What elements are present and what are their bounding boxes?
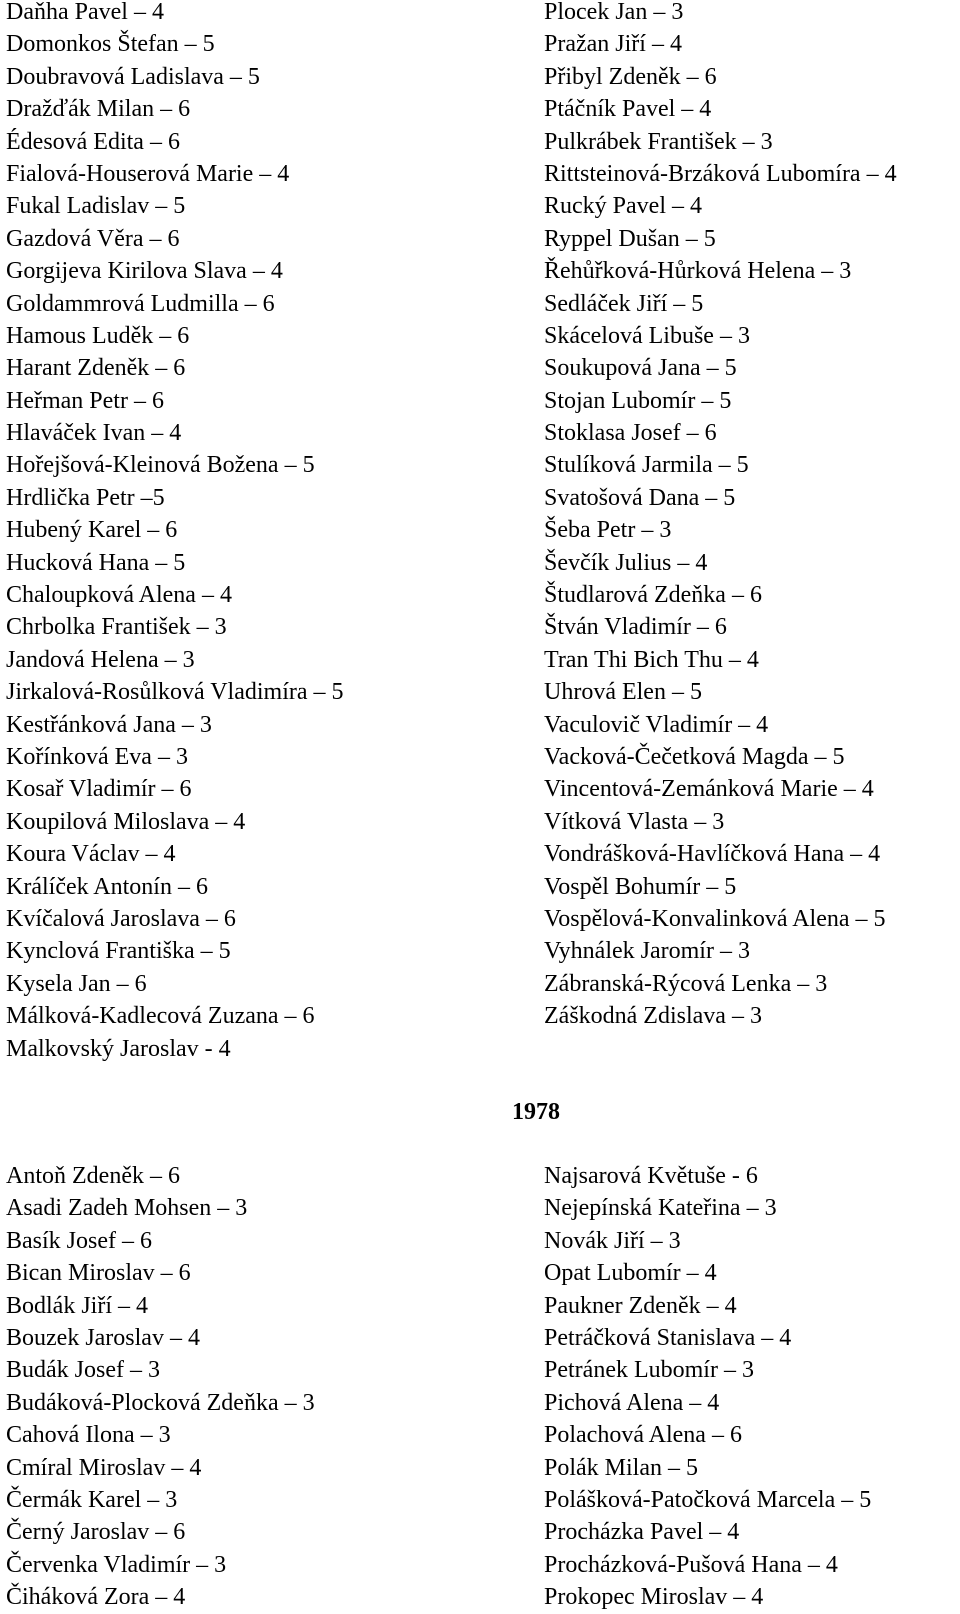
list-item: Zábranská-Rýcová Lenka – 3	[544, 970, 828, 997]
list-item: Daňha Pavel – 4	[6, 0, 164, 25]
list-item: Záškodná Zdislava – 3	[544, 1003, 762, 1030]
list-item: Najsarová Květuše - 6	[544, 1163, 758, 1189]
list-item: Sedláček Jiří – 5	[544, 290, 704, 317]
list-item: Asadi Zadeh Mohsen – 3	[6, 1195, 248, 1222]
list-item: Málková-Kadlecová Zuzana – 6	[6, 1003, 315, 1030]
list-item: Bican Miroslav – 6	[6, 1260, 191, 1287]
list-item: Králíček Antonín – 6	[6, 873, 208, 900]
list-item: Jirkalová-Rosůlková Vladimíra – 5	[6, 679, 344, 706]
list-item: Domonkos Štefan – 5	[6, 31, 215, 58]
list-item: Přibyl Zdeněk – 6	[544, 63, 717, 90]
list-item: Čiháková Zora – 4	[6, 1584, 186, 1611]
list-item: Gazdová Věra – 6	[6, 225, 180, 252]
list-item: Hrdlička Petr –5	[6, 484, 165, 511]
list-item: Rittsteinová-Brzáková Lubomíra – 4	[544, 160, 897, 187]
list-item: Svatošová Dana – 5	[544, 484, 736, 511]
list-item: Polášková-Patočková Marcela – 5	[544, 1486, 872, 1513]
list-item: Pražan Jiří – 4	[544, 31, 682, 58]
list-item: Chaloupková Alena – 4	[6, 582, 232, 609]
list-item: Kestřánková Jana – 3	[6, 711, 212, 738]
list-item: Hamous Luděk – 6	[6, 322, 190, 349]
list-item: Kořínková Eva – 3	[6, 743, 188, 770]
list-item: Heřman Petr – 6	[6, 387, 164, 414]
list-item: Polachová Alena – 6	[544, 1422, 742, 1449]
list-item: Antoň Zdeněk – 6	[6, 1163, 180, 1189]
list-item: Doubravová Ladislava – 5	[6, 63, 260, 90]
list-item: Uhrová Elen – 5	[544, 679, 702, 706]
list-item: Pichová Alena – 4	[544, 1389, 720, 1416]
list-item: Študlarová Zdeňka – 6	[544, 582, 762, 609]
list-item: Kosař Vladimír – 6	[6, 776, 192, 803]
list-item: Paukner Zdeněk – 4	[544, 1292, 737, 1319]
list-item: Koura Václav – 4	[6, 841, 176, 868]
list-item: Hořejšová-Kleinová Božena – 5	[6, 452, 315, 479]
section2-right-column	[544, 1160, 871, 1613]
list-item: Štván Vladimír – 6	[544, 614, 727, 641]
list-item: Pulkrábek František – 3	[544, 128, 773, 155]
list-item: Vacková-Čečetková Magda – 5	[544, 743, 845, 770]
list-item: Édesová Edita – 6	[6, 128, 180, 155]
list-item: Petráčková Stanislava – 4	[544, 1324, 792, 1351]
list-item: Budáková-Plocková Zdeňka – 3	[6, 1389, 315, 1416]
year-heading: 1978	[512, 1099, 560, 1125]
list-item: Novák Jiří – 3	[544, 1227, 681, 1254]
list-item: Cahová Ilona – 3	[6, 1422, 171, 1449]
list-item: Vyhnálek Jaromír – 3	[544, 938, 750, 965]
list-item: Polák Milan – 5	[544, 1454, 698, 1481]
list-item: Chrbolka František – 3	[6, 614, 227, 641]
list-item: Jandová Helena – 3	[6, 646, 195, 673]
list-item: Stulíková Jarmila – 5	[544, 452, 749, 479]
list-item: Čermák Karel – 3	[6, 1486, 178, 1513]
list-item: Basík Josef – 6	[6, 1227, 152, 1254]
list-item: Fialová-Houserová Marie – 4	[6, 160, 290, 187]
list-item: Dražďák Milan – 6	[6, 96, 191, 123]
list-item: Goldammrová Ludmilla – 6	[6, 290, 275, 317]
list-item: Kynclová Františka – 5	[6, 938, 231, 965]
list-item: Nejepínská Kateřina – 3	[544, 1195, 777, 1222]
list-item: Řehůřková-Hůrková Helena – 3	[544, 258, 852, 285]
list-item: Ryppel Dušan – 5	[544, 225, 716, 252]
list-item: Koupilová Miloslava – 4	[6, 808, 246, 835]
list-item: Malkovský Jaroslav - 4	[6, 1035, 231, 1062]
list-item: Cmíral Miroslav – 4	[6, 1454, 202, 1481]
list-item: Rucký Pavel – 4	[544, 193, 702, 220]
list-item: Tran Thi Bich Thu – 4	[544, 646, 759, 673]
list-item: Fukal Ladislav – 5	[6, 193, 186, 220]
list-item: Plocek Jan – 3	[544, 0, 684, 25]
list-item: Skácelová Libuše – 3	[544, 322, 750, 349]
list-item: Vítková Vlasta – 3	[544, 808, 725, 835]
list-item: Procházka Pavel – 4	[544, 1519, 740, 1546]
list-item: Vaculovič Vladimír – 4	[544, 711, 769, 738]
list-item: Ševčík Julius – 4	[544, 549, 708, 576]
list-item: Hlaváček Ivan – 4	[6, 420, 182, 447]
list-item: Kysela Jan – 6	[6, 970, 147, 997]
section1-left-column	[6, 0, 344, 1065]
list-item: Hubený Karel – 6	[6, 517, 178, 544]
list-item: Soukupová Jana – 5	[544, 355, 737, 382]
list-item: Gorgijeva Kirilova Slava – 4	[6, 258, 283, 285]
list-item: Ptáčník Pavel – 4	[544, 96, 712, 123]
section2-left-column	[6, 1160, 315, 1613]
list-item: Prokopec Miroslav – 4	[544, 1584, 764, 1611]
list-item: Vincentová-Zemánková Marie – 4	[544, 776, 874, 803]
list-item: Vospělová-Konvalinková Alena – 5	[544, 905, 886, 932]
list-item: Procházková-Pušová Hana – 4	[544, 1551, 838, 1578]
list-item: Harant Zdeněk – 6	[6, 355, 186, 382]
list-item: Vondrášková-Havlíčková Hana – 4	[544, 841, 881, 868]
list-item: Stojan Lubomír – 5	[544, 387, 732, 414]
list-item: Petránek Lubomír – 3	[544, 1357, 754, 1384]
list-item: Červenka Vladimír – 3	[6, 1551, 227, 1578]
list-item: Šeba Petr – 3	[544, 517, 672, 544]
list-item: Bodlák Jiří – 4	[6, 1292, 148, 1319]
list-item: Stoklasa Josef – 6	[544, 420, 717, 447]
list-item: Budák Josef – 3	[6, 1357, 160, 1384]
list-item: Opat Lubomír – 4	[544, 1260, 717, 1287]
section1-right-column	[544, 0, 897, 1033]
list-item: Vospěl Bohumír – 5	[544, 873, 737, 900]
list-item: Bouzek Jaroslav – 4	[6, 1324, 200, 1351]
list-item: Hucková Hana – 5	[6, 549, 186, 576]
list-item: Kvíčalová Jaroslava – 6	[6, 905, 236, 932]
list-item: Černý Jaroslav – 6	[6, 1519, 186, 1546]
